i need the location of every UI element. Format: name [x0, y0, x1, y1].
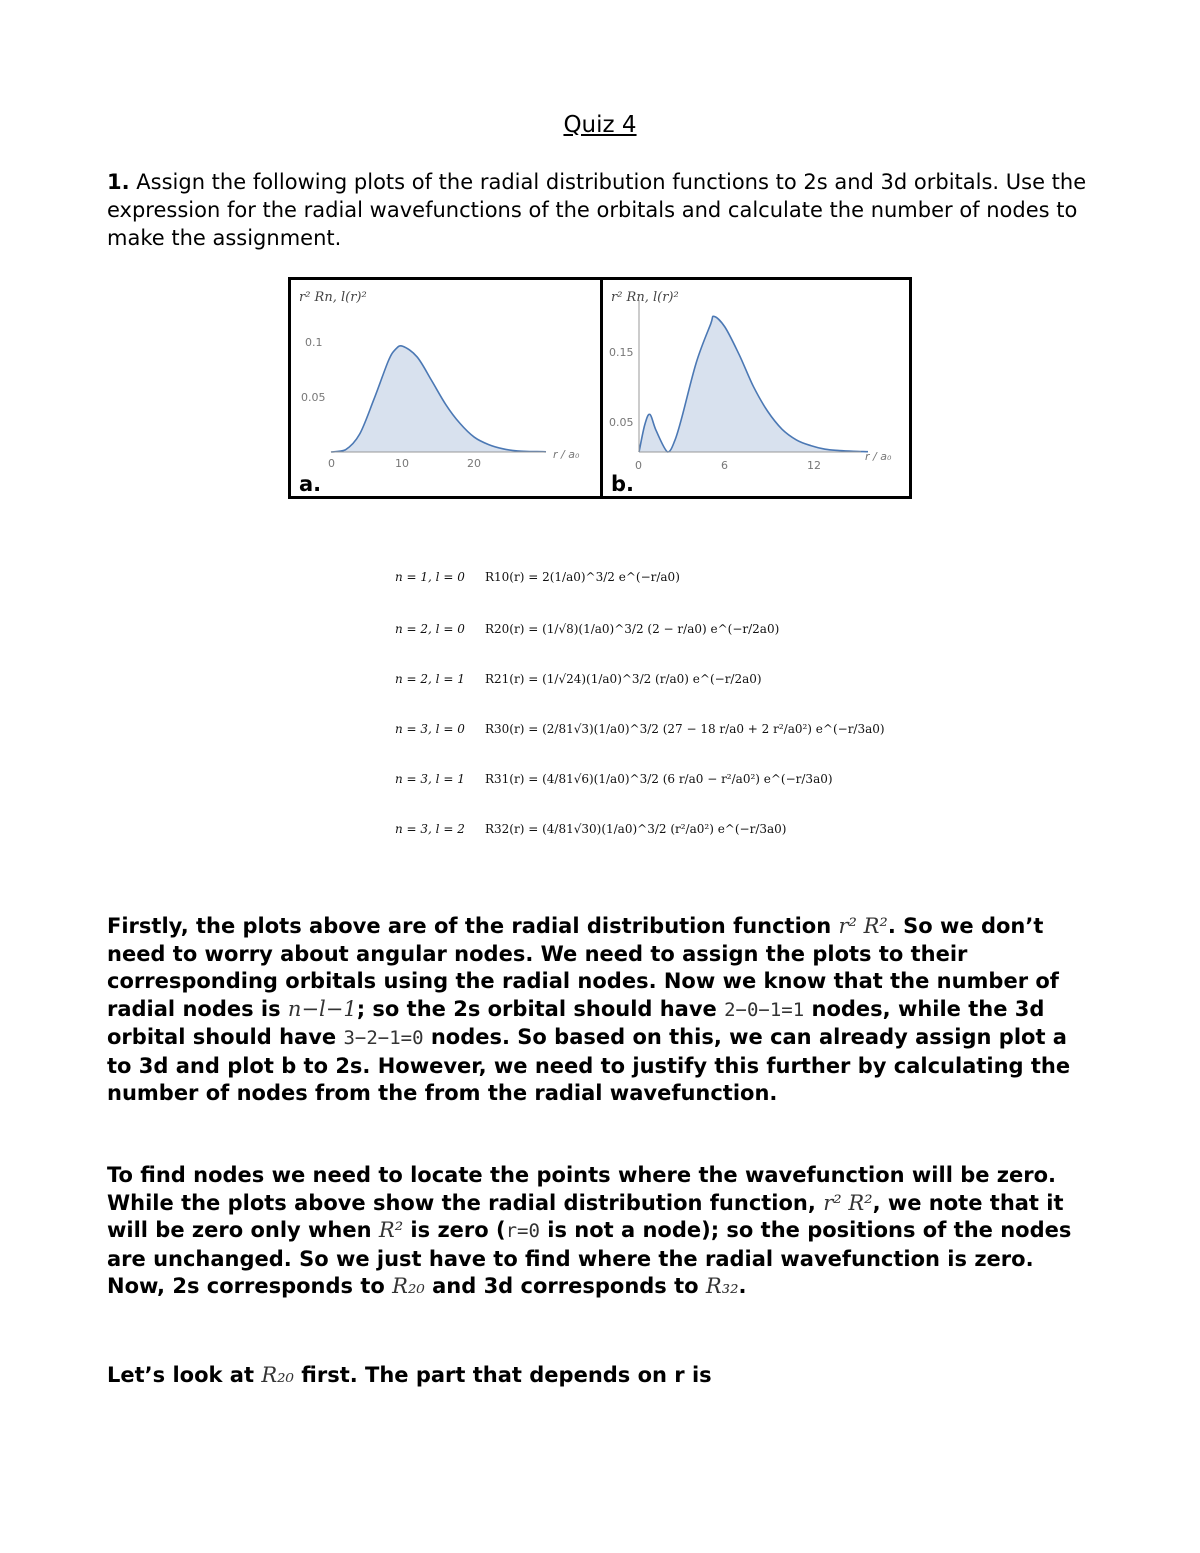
equation-formula: R32(r) = (4/81√30)(1/a0)^3/2 (r²/a0²) e^(−r/3a0) [485, 822, 787, 836]
plot-panel-b [603, 280, 909, 496]
equation-condition: n = 3, l = 2 [395, 822, 465, 836]
equation-row [395, 722, 885, 736]
answer-text: Let’s look at [107, 1363, 262, 1387]
math-inline: R₂₀ [261, 1363, 294, 1387]
answer-text: and 3d corresponds to [424, 1274, 706, 1298]
question-number: 1. [107, 170, 130, 194]
equation-condition: n = 3, l = 0 [395, 722, 465, 736]
plot-a-ytick-2: 0.05 [301, 391, 326, 404]
math-inline: R₂₀ [392, 1274, 425, 1298]
answer-text: nodes. So based on this, we can already assign plot a to 3d and plot b to 2s. However, we need to justify this further by calculating the number of nodes from the from the radial wavefunction. [107, 1025, 1071, 1105]
plot-a-svg [291, 280, 600, 496]
equation-condition: n = 2, l = 0 [395, 622, 465, 636]
answer-text: , we note that it will be zero only when [107, 1190, 1064, 1242]
equation-formula: R21(r) = (1/√24)(1/a0)^3/2 (r/a0) e^(−r/2a0) [485, 672, 762, 686]
equation-formula: R20(r) = (1/√8)(1/a0)^3/2 (2 − r/a0) e^(−r/2a0) [485, 622, 780, 636]
answer-text: is not a node); so the positions of the nodes are unchanged. So we just have to find where the radial wavefunction is zero. Now, 2s corresponds to [107, 1218, 1072, 1298]
math-inline: 3−2−1=0 [343, 1027, 424, 1049]
math-inline: n−l−1 [287, 996, 357, 1021]
equation-row [395, 822, 786, 836]
plot-b-ytick-2: 0.05 [609, 416, 634, 429]
math-inline: R² [378, 1218, 404, 1242]
page-title: Quiz 4 [563, 112, 637, 138]
plot-b-xtick-3: 12 [807, 459, 821, 472]
plot-b-svg [603, 280, 909, 496]
math-inline: 2−0−1=1 [724, 998, 805, 1021]
answer-text: nodes, while the 3d orbital should have [107, 996, 1045, 1049]
equation-formula: R10(r) = 2(1/a0)^3/2 e^(−r/a0) [485, 570, 680, 584]
equation-condition: n = 2, l = 1 [395, 672, 465, 686]
equation-condition: n = 3, l = 1 [395, 772, 465, 786]
answer-text: first. The part that depends on r is [293, 1363, 712, 1387]
answer-text: is zero ( [403, 1218, 506, 1242]
equation-row [395, 570, 680, 584]
answer-paragraph-2 [107, 1162, 1097, 1301]
math-inline: r=0 [505, 1220, 540, 1242]
plot-a-xlabel: r / a₀ [553, 448, 580, 461]
question-1 [107, 168, 1097, 252]
plot-a-area [331, 346, 546, 452]
answer-text: To find nodes we need to locate the points where the wavefunction will be zero. While the plots above show the radial distribution function, [107, 1163, 1057, 1215]
answer-text: . [738, 1274, 747, 1298]
equation-row [395, 622, 779, 636]
plot-a-xtick-2: 10 [395, 457, 409, 470]
math-inline: R₃₂ [705, 1274, 739, 1298]
plot-b-xtick-2: 6 [721, 459, 728, 472]
plots-figure [288, 277, 912, 499]
answer-text: ; so the 2s orbital should have [356, 996, 725, 1021]
plot-a-ytick-1: 0.1 [305, 336, 323, 349]
plot-b-ylabel: r² Rn, l(r)² [611, 290, 679, 305]
equation-formula: R31(r) = (4/81√6)(1/a0)^3/2 (6 r/a0 − r²/a0²) e^(−r/3a0) [485, 772, 833, 786]
equation-row [395, 772, 833, 786]
math-inline: r² R² [838, 914, 888, 938]
plot-b-xlabel: r / a₀ [865, 450, 892, 463]
plot-a-label: a. [299, 472, 322, 496]
answer-paragraph-3 [107, 1362, 1097, 1390]
plot-b-label: b. [611, 472, 635, 496]
plot-a-ylabel: r² Rn, l(r)² [299, 290, 367, 305]
math-inline: r² R² [823, 1190, 873, 1215]
plot-panel-a [291, 280, 603, 496]
plot-b-area [639, 316, 868, 452]
question-text: Assign the following plots of the radial distribution functions to 2s and 3d orbitals. Use the expression for the radial wavefunctions of the orbitals and calculate the number of nodes to make the assignment. [107, 170, 1087, 250]
plot-b-xtick-1: 0 [635, 459, 642, 472]
equation-formula: R30(r) = (2/81√3)(1/a0)^3/2 (27 − 18 r/a0 + 2 r²/a0²) e^(−r/3a0) [485, 722, 885, 736]
plot-a-xtick-3: 20 [467, 457, 481, 470]
plot-b-ytick-1: 0.15 [609, 346, 634, 359]
plot-a-xtick-1: 0 [328, 457, 335, 470]
equation-row [395, 672, 762, 686]
answer-paragraph-1 [107, 913, 1097, 1108]
equation-condition: n = 1, l = 0 [395, 570, 465, 584]
answer-text: . So we don’t need to worry about angular nodes. We need to assign the plots to their corresponding orbitals using the radial nodes. Now we know that the number of radial nodes is [107, 914, 1059, 1021]
answer-text: Firstly, the plots above are of the radial distribution function [107, 914, 839, 938]
